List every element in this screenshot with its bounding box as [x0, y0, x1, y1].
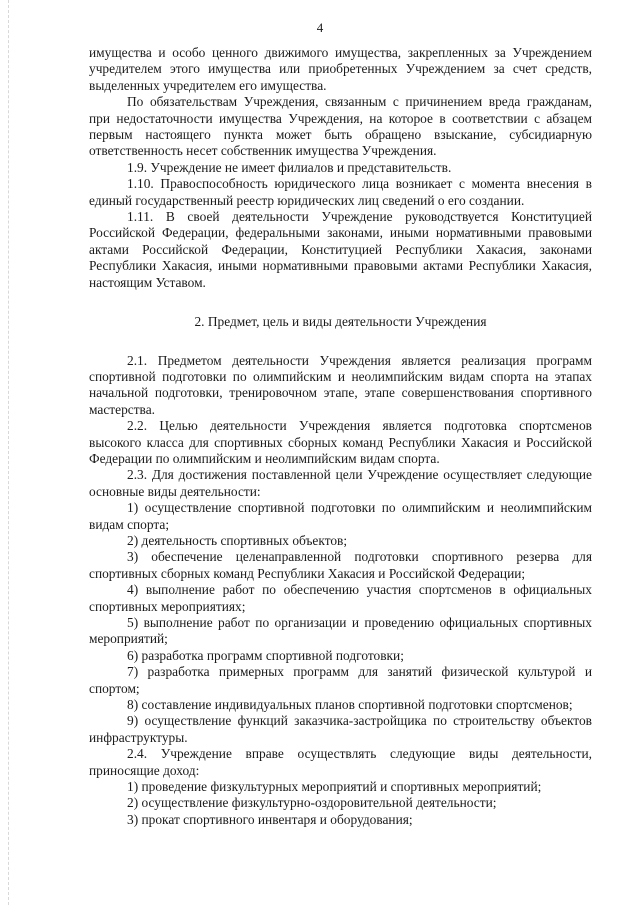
list-item: 1) осуществление спортивной подготовки по олимпийским и неолимпийским видам спорта;	[89, 500, 592, 532]
paragraph: 1.10. Правоспособность юридического лица возникает с момента внесения в единый государственный реестр юридических лиц сведений о его создании.	[89, 176, 592, 208]
list-item: 6) разработка программ спортивной подготовки;	[127, 647, 404, 663]
paragraph: По обязательствам Учреждения, связанным с причинением вреда гражданам, при недостаточности имущества Учреждения, на которое в соответствии с абзацем первым настоящего пункта может быть обращено взыскание, субсидиарную ответственность несет собственник имущества Учреждения.	[89, 94, 592, 159]
paragraph: имущества и особо ценного движимого имущества, закрепленных за Учреждением учредителем этого имущества или приобретенных Учреждением за счет средств, выделенных учредителем его имущества.	[89, 45, 592, 93]
paragraph: 2.4. Учреждение вправе осуществлять следующие виды деятельности, приносящие доход:	[89, 746, 592, 778]
list-item: 8) составление индивидуальных планов спортивной подготовки спортсменов;	[127, 697, 573, 713]
paragraph: 2.2. Целью деятельности Учреждения является подготовка спортсменов высокого класса для спортивных сборных команд Республики Хакасия и Российской Федерации по олимпийским и неолимпийским видам спорта.	[89, 418, 592, 466]
paragraph: 2.3. Для достижения поставленной цели Учреждение осуществляет следующие основные виды деятельности:	[89, 467, 592, 499]
list-item: 2) осуществление физкультурно-оздоровительной деятельности;	[127, 795, 497, 811]
list-item: 3) прокат спортивного инвентаря и оборудования;	[127, 811, 413, 827]
list-item: 5) выполнение работ по организации и проведению официальных спортивных мероприятий;	[89, 615, 592, 647]
list-item: 2) деятельность спортивных объектов;	[127, 532, 348, 548]
page-number: 4	[316, 20, 324, 35]
paragraph: 1.11. В своей деятельности Учреждение руководствуется Конституцией Российской Федерации, федеральными законами, иными нормативными правовыми актами Российской Федерации, Конституцией Республики Хакасия, законами Республики Хакасия, иными нормативными правовыми актами Республики Хакасия, настоящим Уставом.	[89, 209, 592, 290]
list-item: 7) разработка примерных программ для занятий физической культурой и спортом;	[89, 664, 592, 696]
list-item: 9) осуществление функций заказчика-застройщика по строительству объектов инфраструктуры.	[89, 713, 592, 745]
list-item: 4) выполнение работ по обеспечению участия спортсменов в официальных спортивных мероприятиях;	[89, 582, 592, 614]
scan-edge-marks	[8, 0, 10, 905]
paragraph: 1.9. Учреждение не имеет филиалов и представительств.	[127, 159, 452, 175]
paragraph: 2.1. Предметом деятельности Учреждения является реализация программ спортивной подготовки по олимпийским и неолимпийским видам спорта на этапах начальной подготовки, тренировочном этапе, этапе совершенствования спортивного мастерства.	[89, 352, 592, 417]
document-body	[89, 45, 592, 828]
list-item: 3) обеспечение целенаправленной подготовки спортивного резерва для спортивных сборных команд Республики Хакасия и Российской Федерации;	[89, 549, 592, 581]
list-item: 1) проведение физкультурных мероприятий и спортивных мероприятий;	[127, 779, 542, 795]
section-heading: 2. Предмет, цель и виды деятельности Учреждения	[194, 314, 487, 330]
